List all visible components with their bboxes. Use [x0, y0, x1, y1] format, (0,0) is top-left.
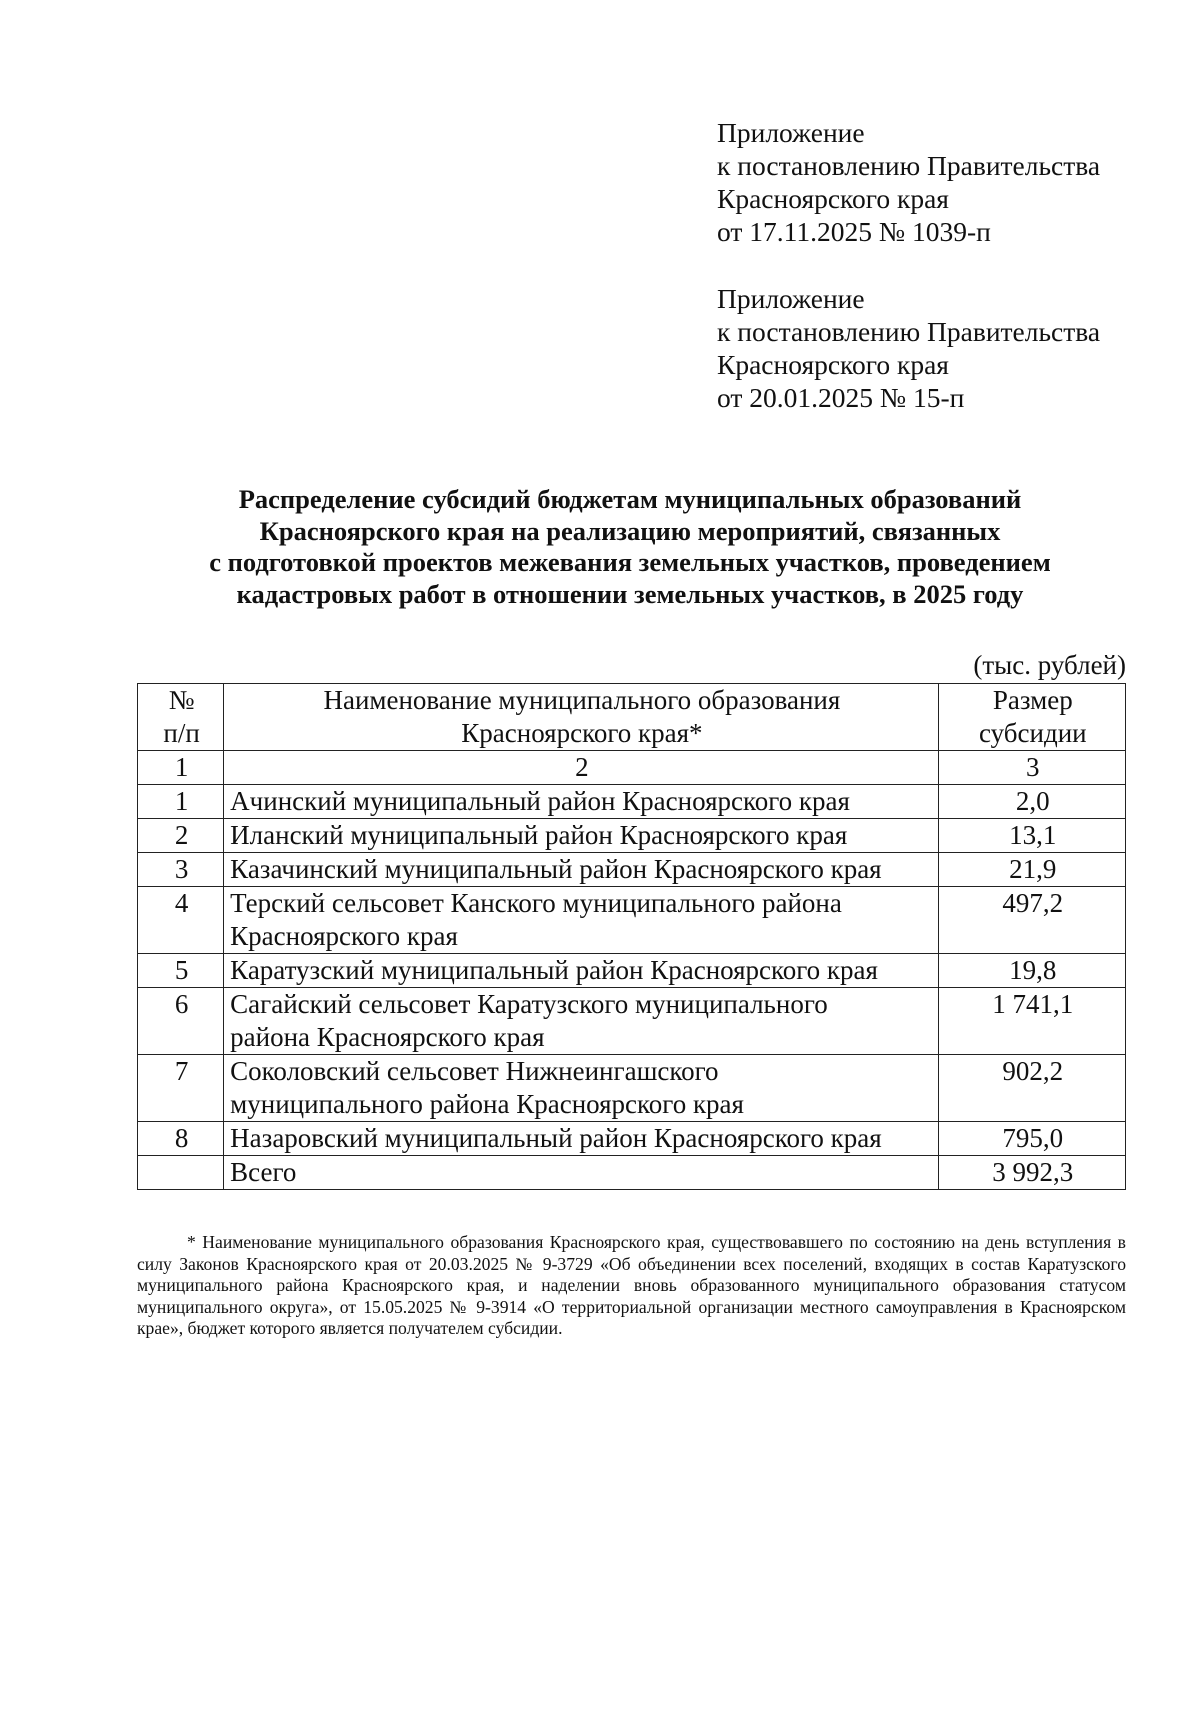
- municipality-name: [224, 785, 938, 819]
- municipality-name: [224, 954, 938, 988]
- table-row: [138, 954, 1126, 988]
- appendix-header-original: [717, 282, 1157, 414]
- subsidy-value: 13,1: [938, 819, 1125, 853]
- municipality-name-line: Красноярского края: [230, 921, 458, 951]
- municipality-name-line: Терский сельсовет Канского муниципального района: [230, 888, 842, 918]
- column-number-row: [138, 751, 1126, 785]
- table-row: [138, 887, 1126, 954]
- appendix-line: от 20.01.2025 № 15-п: [717, 382, 965, 413]
- municipality-name-line: Сагайский сельсовет Каратузского муниципального: [230, 989, 828, 1019]
- row-number: 6: [138, 988, 224, 1055]
- header-name: Наименование муниципального образования Красноярского края*: [224, 684, 938, 751]
- municipality-name-line: Соколовский сельсовет Нижнеингашского: [230, 1056, 719, 1086]
- column-number: 2: [224, 751, 938, 785]
- title-line: Распределение субсидий бюджетам муниципальных образований: [238, 484, 1022, 514]
- title-line: с подготовкой проектов межевания земельных участков, проведением: [209, 547, 1051, 577]
- table-row: [138, 988, 1126, 1055]
- appendix-line: к постановлению Правительства: [717, 316, 1101, 347]
- subsidy-value: 497,2: [938, 887, 1125, 954]
- municipality-name-line: Назаровский муниципальный район Красноярского края: [230, 1123, 882, 1153]
- table-row: [138, 1122, 1126, 1156]
- row-number: 5: [138, 954, 224, 988]
- subsidy-value: 902,2: [938, 1055, 1125, 1122]
- document-title: [130, 484, 1130, 610]
- appendix-header-current: [717, 116, 1157, 248]
- municipality-name: [224, 1122, 938, 1156]
- total-value: 3 992,3: [938, 1156, 1125, 1190]
- table-header-row: [138, 684, 1126, 751]
- appendix-line: Красноярского края: [717, 183, 949, 214]
- municipality-name-line: района Красноярского края: [230, 1022, 545, 1052]
- row-number: 8: [138, 1122, 224, 1156]
- municipality-name: [224, 819, 938, 853]
- row-number: 4: [138, 887, 224, 954]
- municipality-name: [224, 887, 938, 954]
- table-row: [138, 819, 1126, 853]
- header-num: № п/п: [138, 684, 224, 751]
- municipality-name-line: Каратузский муниципальный район Красноярского края: [230, 955, 878, 985]
- row-number: 7: [138, 1055, 224, 1122]
- row-number: 3: [138, 853, 224, 887]
- municipality-name-line: муниципального района Красноярского края: [230, 1089, 744, 1119]
- header-value: Размер субсидии: [938, 684, 1125, 751]
- subsidy-value: 795,0: [938, 1122, 1125, 1156]
- table-row: [138, 1055, 1126, 1122]
- footnote: * Наименование муниципального образования Красноярского края, существовавшего по состоянию на день вступления в силу Законов Красноярского края от 20.03.2025 № 9-3729 «Об объединении всех поселений, входящих в состав Каратузского муниципального района Красноярского края, и наделении вновь образованного муниципального образования статусом муниципального округа», от 15.05.2025 № 9-3914 «О территориальной организации местного самоуправления в Красноярском крае», бюджет которого является получателем субсидии.: [137, 1232, 1126, 1338]
- units-label: (тыс. рублей): [973, 650, 1126, 680]
- appendix-line: Приложение: [717, 117, 865, 148]
- municipality-name-line: Ачинский муниципальный район Красноярского края: [230, 786, 850, 816]
- total-num: [138, 1156, 224, 1190]
- municipality-name: [224, 1055, 938, 1122]
- municipality-name-line: Иланский муниципальный район Красноярского края: [230, 820, 848, 850]
- title-line: кадастровых работ в отношении земельных участков, в 2025 году: [236, 578, 1024, 609]
- title-line: Красноярского края на реализацию мероприятий, связанных: [259, 515, 1001, 546]
- municipality-name: [224, 853, 938, 887]
- table-body: [138, 785, 1126, 1156]
- column-number: 3: [938, 751, 1125, 785]
- appendix-line: к постановлению Правительства: [717, 150, 1101, 181]
- row-number: 1: [138, 785, 224, 819]
- municipality-name: [224, 988, 938, 1055]
- municipality-name-line: Казачинский муниципальный район Красноярского края: [230, 854, 882, 884]
- row-number: 2: [138, 819, 224, 853]
- subsidy-value: 19,8: [938, 954, 1125, 988]
- column-number: 1: [138, 751, 224, 785]
- table-row: [138, 853, 1126, 887]
- subsidy-value: 2,0: [938, 785, 1125, 819]
- total-row: [138, 1156, 1126, 1190]
- table-row: [138, 785, 1126, 819]
- appendix-line: Красноярского края: [717, 349, 949, 380]
- subsidy-table: [137, 683, 1126, 1190]
- appendix-line: Приложение: [717, 283, 865, 314]
- subsidy-value: 1 741,1: [938, 988, 1125, 1055]
- total-label: Всего: [224, 1156, 938, 1190]
- appendix-line: от 17.11.2025 № 1039-п: [717, 216, 991, 247]
- subsidy-value: 21,9: [938, 853, 1125, 887]
